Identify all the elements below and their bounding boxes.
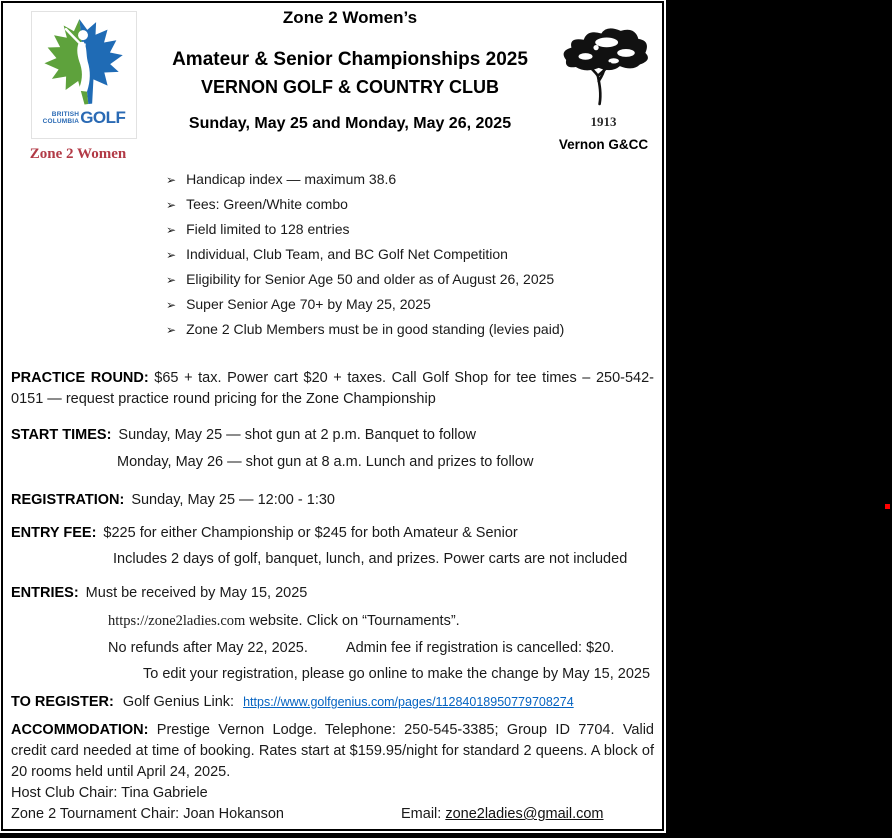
list-item: ➢ Individual, Club Team, and BC Golf Net Competition xyxy=(166,246,508,262)
bullet-arrow-icon: ➢ xyxy=(166,248,177,262)
flyer-header xyxy=(3,3,662,162)
event-rules-list xyxy=(166,167,662,342)
brand-small-text: BRITISH COLUMBIA xyxy=(42,111,80,125)
entries-website-line: https://zone2ladies.com website. Click on “Tournaments”. xyxy=(108,613,460,629)
zone2ladies-url-text: https://zone2ladies.com xyxy=(108,613,246,629)
entry-fee-line: ENTRY FEE: $225 for either Championship or $245 for both Amateur & Senior xyxy=(11,525,518,541)
tournament-chair-line: Zone 2 Tournament Chair: Joan Hokanson Email: zone2ladies@gmail.com xyxy=(11,804,654,825)
list-item: ➢ Super Senior Age 70+ by May 25, 2025 xyxy=(166,296,431,312)
zone2-women-caption: Zone 2 Women xyxy=(29,146,127,162)
bullet-arrow-icon: ➢ xyxy=(166,223,177,237)
host-club-chair-line: Host Club Chair: Tina Gabriele xyxy=(11,785,208,801)
email-link[interactable]: zone2ladies@gmail.com xyxy=(445,806,604,822)
email-label: Email: xyxy=(401,806,442,822)
bullet-arrow-icon: ➢ xyxy=(166,173,177,187)
bullet-arrow-icon: ➢ xyxy=(166,198,177,212)
bc-golf-wordmark xyxy=(43,110,126,125)
maple-leaf-golfer-icon xyxy=(36,14,132,112)
title-block xyxy=(155,3,545,155)
golf-genius-link[interactable]: https://www.golfgenius.com/pages/11284018950779708274 xyxy=(243,695,574,709)
bc-golf-logo-column xyxy=(3,3,155,162)
list-item: ➢ Tees: Green/White combo xyxy=(166,196,348,212)
title-line2: Amateur & Senior Championships 2025 xyxy=(172,49,528,70)
bc-golf-logo xyxy=(31,11,137,139)
to-register-line: TO REGISTER: Golf Genius Link: https://www.golfgenius.com/pages/11284018950779708274 xyxy=(11,694,574,710)
bullet-arrow-icon: ➢ xyxy=(166,323,177,337)
registration-line: REGISTRATION: Sunday, May 25 — 12:00 - 1:30 xyxy=(11,492,335,508)
vernon-club-logo-column xyxy=(545,3,662,155)
list-item: ➢ Zone 2 Club Members must be in good standing (levies paid) xyxy=(166,321,565,337)
entries-edit-line: To edit your registration, please go online to make the change by May 15, 2025 xyxy=(143,666,651,682)
vernon-tree-icon xyxy=(554,23,654,111)
list-item: ➢ Field limited to 128 entries xyxy=(166,221,350,237)
list-item: ➢ Eligibility for Senior Age 50 and older as of August 26, 2025 xyxy=(166,271,555,287)
title-dates: Sunday, May 25 and Monday, May 26, 2025 xyxy=(188,115,512,132)
red-marker xyxy=(885,504,890,509)
brand-golf-text: GOLF xyxy=(80,108,126,127)
flyer-footer xyxy=(11,783,654,825)
club-name: Vernon G&CC xyxy=(558,137,649,152)
details-sections xyxy=(11,368,654,783)
practice-round-paragraph: PRACTICE ROUND: $65 + tax. Power cart $20 + taxes. Call Golf Shop for tee times – 250-542-0151 — request practice round pricing for the Zone Championship xyxy=(11,370,654,407)
entries-line: ENTRIES: Must be received by May 15, 2025 xyxy=(11,585,308,601)
entry-fee-line2: Includes 2 days of golf, banquet, lunch, and prizes. Power carts are not included xyxy=(113,551,628,567)
club-founding-year: 1913 xyxy=(590,114,617,129)
title-line1: Zone 2 Women’s xyxy=(282,8,418,27)
flyer-page xyxy=(1,1,664,831)
bullet-arrow-icon: ➢ xyxy=(166,298,177,312)
accommodation-paragraph: ACCOMMODATION: Prestige Vernon Lodge. Telephone: 250-545-3385; Group ID 7704. Valid credit card needed at time of booking. Rates start at $159.95/night for standard 2 queens. A block of 20 rooms held until April 24, 2025. xyxy=(11,722,654,780)
title-line3: VERNON GOLF & COUNTRY CLUB xyxy=(200,77,499,97)
list-item: ➢ Handicap index — maximum 38.6 xyxy=(166,171,397,187)
entries-refund-line: No refunds after May 22, 2025. Admin fee if registration is cancelled: $20. xyxy=(108,640,615,656)
email-block xyxy=(401,804,604,825)
start-times-line: START TIMES: Sunday, May 25 — shot gun at 2 p.m. Banquet to follow xyxy=(11,427,477,443)
start-times-line2: Monday, May 26 — shot gun at 8 a.m. Lunch and prizes to follow xyxy=(117,454,534,470)
bullet-arrow-icon: ➢ xyxy=(166,273,177,287)
